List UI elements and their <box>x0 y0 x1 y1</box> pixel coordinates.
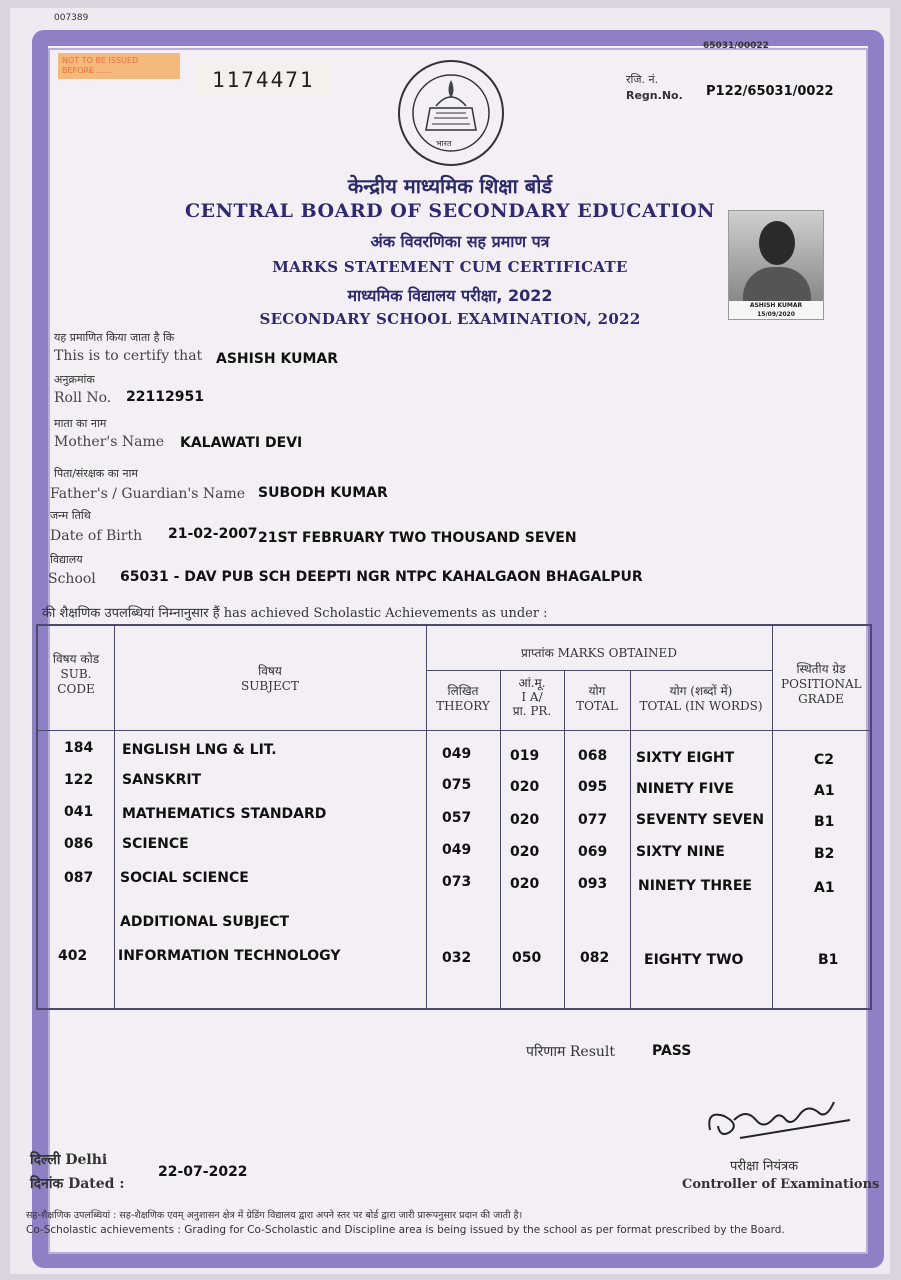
header-total-words-hi: योग (शब्दों में) <box>669 684 733 698</box>
emblem-logo-icon <box>396 58 506 168</box>
row-total: 095 <box>578 779 608 795</box>
row-code: 041 <box>64 804 94 820</box>
footer-note: Co-Scholastic achievements : Grading for Co-Scholastic and Discipline area is being issued by the school as per format prescribed by the Board. <box>26 1224 785 1236</box>
header-ia-hi: आं.मू. <box>518 676 546 690</box>
row-subject: ENGLISH LNG & LIT. <box>122 742 277 758</box>
cbse-emblem <box>396 58 506 172</box>
board-title: CENTRAL BOARD OF SECONDARY EDUCATION <box>185 200 715 222</box>
result-label: परिणाम Result <box>526 1044 616 1060</box>
row-theory: 049 <box>442 842 472 858</box>
school-name: 65031 - DAV PUB SCH DEEPTI NGR NTPC KAHALGAON BHAGALPUR <box>120 569 643 585</box>
top-right-code: 65031/00022 <box>703 41 769 51</box>
certify-label-hi: यह प्रमाणित किया जाता है कि <box>54 331 175 344</box>
controller-signature-icon <box>700 1090 860 1150</box>
roll-number: 22112951 <box>126 389 204 405</box>
regn-label-en: Regn.No. <box>626 89 683 102</box>
header-subject <box>114 664 426 694</box>
photo-body <box>743 267 811 305</box>
regn-number: P122/65031/0022 <box>706 84 834 99</box>
exam-title: SECONDARY SCHOOL EXAMINATION, 2022 <box>259 310 641 328</box>
cert-title-hindi: अंक विवरणिका सह प्रमाण पत्र <box>370 232 550 251</box>
col-line <box>630 670 631 1008</box>
mother-name: KALAWATI DEVI <box>180 435 303 451</box>
header-theory <box>426 684 500 714</box>
regn-label-hi: रजि. नं. <box>626 73 659 86</box>
achievements-intro: की शैक्षणिक उपलब्धियां निम्नानुसार हैं has achieved Scholastic Achievements as under : <box>42 606 548 621</box>
top-left-code: 007389 <box>54 13 89 23</box>
father-label: Father's / Guardian's Name <box>50 486 246 502</box>
row-subject: SOCIAL SCIENCE <box>120 870 249 886</box>
additional-subject-label: ADDITIONAL SUBJECT <box>120 914 290 930</box>
header-subject-hi: विषय <box>258 664 282 678</box>
roll-label-hi: अनुक्रमांक <box>54 373 95 386</box>
row-ia: 020 <box>510 812 540 828</box>
mother-label-hi: माता का नाम <box>54 417 107 430</box>
header-grade <box>772 662 870 707</box>
row-grade: A1 <box>814 783 835 799</box>
header-sub-code-hi: विषय कोड <box>52 652 100 666</box>
header-grade-hi: स्थितीय ग्रेड <box>796 662 846 676</box>
row-line <box>426 670 772 671</box>
dob-label: Date of Birth <box>50 528 143 544</box>
row-total: 077 <box>578 812 608 828</box>
controller-title-hi: परीक्षा नियंत्रक <box>730 1159 799 1174</box>
header-ia-pr <box>500 676 564 718</box>
roll-label: Roll No. <box>54 390 112 406</box>
row-total-words: EIGHTY TWO <box>644 952 744 968</box>
header-theory-en: THEORY <box>436 699 490 713</box>
photo-caption-name: ASHISH KUMAR <box>749 302 803 309</box>
row-ia: 020 <box>510 844 540 860</box>
header-theory-hi: लिखित <box>447 684 479 698</box>
row-code: 086 <box>64 836 94 852</box>
mother-label: Mother's Name <box>54 434 165 450</box>
row-total-words: SIXTY EIGHT <box>636 750 735 766</box>
header-pr: प्रा. PR. <box>512 704 552 718</box>
certify-label: This is to certify that <box>54 348 203 364</box>
student-photo <box>728 210 824 320</box>
footer-note-hi: सह-शैक्षणिक उपलब्धियां : सह-शैक्षणिक एवम् अनुशासन क्षेत्र में ग्रेडिंग विद्यालय द्वारा अपने स्तर पर बोर्ड द्वारा जारी प्रारूपनुसार प्रदान की जाती है। <box>26 1210 523 1221</box>
exam-title-hindi: माध्यमिक विद्यालय परीक्षा, 2022 <box>347 286 553 305</box>
row-grade: B2 <box>814 846 835 862</box>
row-code: 402 <box>58 948 88 964</box>
row-total: 068 <box>578 748 608 764</box>
school-label: School <box>48 571 96 587</box>
marks-table <box>36 624 872 1010</box>
dated-label: दिनांक Dated : <box>30 1176 125 1192</box>
row-subject: SANSKRIT <box>122 772 202 788</box>
dob-label-hi: जन्म तिथि <box>50 509 91 522</box>
header-sub-code <box>38 652 114 697</box>
row-theory: 032 <box>442 950 472 966</box>
row-theory: 075 <box>442 777 472 793</box>
row-code: 184 <box>64 740 94 756</box>
controller-title: Controller of Examinations <box>682 1177 880 1192</box>
header-total-words-en: TOTAL (IN WORDS) <box>639 699 763 713</box>
father-label-hi: पिता/संरक्षक का नाम <box>54 467 139 480</box>
board-title-hindi: केन्द्रीय माध्यमिक शिक्षा बोर्ड <box>347 174 553 198</box>
issue-date: 22-07-2022 <box>158 1164 248 1180</box>
row-total: 093 <box>578 876 608 892</box>
school-label-hi: विद्यालय <box>50 553 83 566</box>
header-total <box>564 684 630 714</box>
row-total-words: SEVENTY SEVEN <box>636 812 765 828</box>
row-grade: B1 <box>814 814 835 830</box>
row-grade: B1 <box>818 952 839 968</box>
header-subject-en: SUBJECT <box>241 679 299 693</box>
row-ia: 050 <box>512 950 542 966</box>
row-subject: INFORMATION TECHNOLOGY <box>118 948 341 964</box>
date-of-birth-words: 21ST FEBRUARY TWO THOUSAND SEVEN <box>258 530 577 546</box>
header-total-hi: योग <box>588 684 606 698</box>
header-total-en: TOTAL <box>576 699 618 713</box>
header-total-words <box>630 684 772 714</box>
regn-label <box>626 72 683 104</box>
header-row-line <box>38 730 870 731</box>
col-line <box>564 670 565 1008</box>
row-total-words: SIXTY NINE <box>636 844 725 860</box>
row-grade: A1 <box>814 880 835 896</box>
header-marks-obtained: प्राप्तांक MARKS OBTAINED <box>521 646 677 660</box>
emblem-caption: भारत <box>436 139 452 148</box>
student-name: ASHISH KUMAR <box>216 351 339 367</box>
row-theory: 073 <box>442 874 472 890</box>
row-code: 122 <box>64 772 94 788</box>
row-subject: MATHEMATICS STANDARD <box>122 806 327 822</box>
row-subject: SCIENCE <box>122 836 189 852</box>
photo-caption-date: 15/09/2020 <box>757 311 795 318</box>
photo-caption <box>729 301 823 319</box>
header-sub-code-en: SUB. CODE <box>57 667 95 696</box>
row-theory: 049 <box>442 746 472 762</box>
result-value: PASS <box>652 1043 692 1059</box>
col-line <box>500 670 501 1008</box>
header-ia-en: I A/ <box>521 690 543 704</box>
place: दिल्ली Delhi <box>30 1152 108 1168</box>
row-ia: 020 <box>510 876 540 892</box>
row-theory: 057 <box>442 810 472 826</box>
row-total: 082 <box>580 950 610 966</box>
serial-number: 1174471 <box>196 64 331 96</box>
photo-head <box>759 221 795 265</box>
row-total: 069 <box>578 844 608 860</box>
cert-title: MARKS STATEMENT CUM CERTIFICATE <box>272 258 628 276</box>
date-of-birth: 21-02-2007 <box>168 526 258 542</box>
row-ia: 020 <box>510 779 540 795</box>
header-grade-en: POSITIONAL GRADE <box>781 677 862 706</box>
orange-stamp: NOT TO BE ISSUED BEFORE ...... <box>58 53 180 79</box>
row-total-words: NINETY FIVE <box>636 781 734 797</box>
row-grade: C2 <box>814 752 835 768</box>
row-code: 087 <box>64 870 94 886</box>
row-total-words: NINETY THREE <box>638 878 752 894</box>
row-ia: 019 <box>510 748 540 764</box>
father-name: SUBODH KUMAR <box>258 485 388 501</box>
